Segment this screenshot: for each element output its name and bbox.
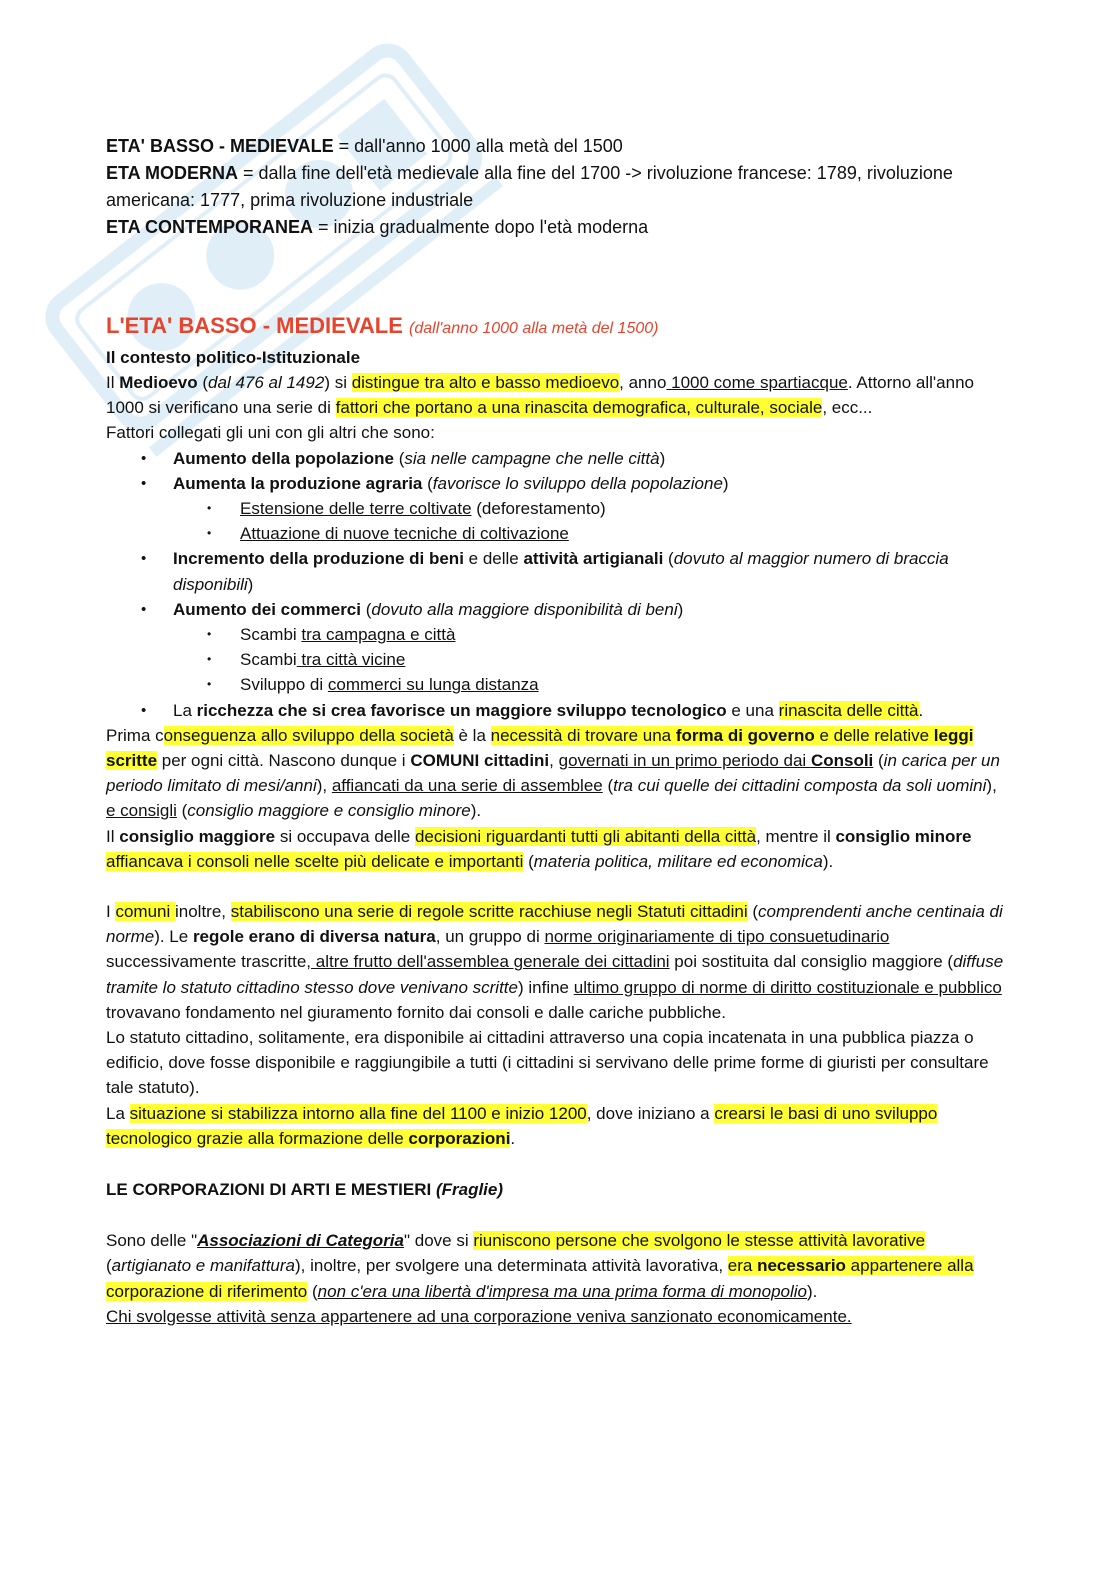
text-run: sia nelle campagne che nelle città <box>404 448 660 468</box>
text-run: trovavano fondamento nel giuramento fornito dai consoli e dalle cariche pubbliche. <box>106 1002 726 1022</box>
text-run: ( <box>747 902 759 922</box>
paragraph <box>106 824 1006 874</box>
text-run: ) <box>659 448 666 468</box>
text-run: decisioni riguardanti tutti gli abitanti della città <box>414 826 757 846</box>
paragraph: Chi svolgesse attività senza appartenere ad una corporazione veniva sanzionato economicamente. <box>106 1306 852 1326</box>
text-run: consiglio maggiore <box>119 826 276 846</box>
text-run: I <box>106 902 116 922</box>
text-run: diffuse tramite lo statuto cittadino stesso dove venivano scritte <box>106 952 1004 997</box>
text-run: " dove si <box>404 1231 474 1251</box>
text-run: ( <box>602 776 614 796</box>
text-run: non c'era una libertà d'impresa ma una prima forma di monopolio <box>317 1281 808 1301</box>
text-run: consiglio maggiore e consiglio minore <box>187 801 471 821</box>
text-run: , ecc... <box>822 398 873 418</box>
text-run: Associazioni di Categoria <box>197 1231 404 1251</box>
text-run: è la <box>453 725 491 745</box>
text-run: Prima c <box>106 725 164 745</box>
list-item <box>173 698 1006 723</box>
period-label: ETA MODERNA <box>106 163 238 183</box>
text-run: Aumento della popolazione <box>173 448 395 468</box>
text-run: ( <box>176 801 188 821</box>
text-run: Attuazione di nuove tecniche di coltivazione <box>240 524 569 544</box>
text-run: ( <box>106 1256 112 1276</box>
text-run: , anno <box>619 373 667 392</box>
text-run: . <box>918 700 924 720</box>
sub-list-item <box>240 622 1006 647</box>
text-run: Incremento della produzione di beni <box>173 549 464 569</box>
text-run: commerci su lunga distanza <box>327 675 539 695</box>
text-run: (deforestamento) <box>471 499 606 519</box>
text-run: era <box>727 1256 758 1276</box>
text-run: ), <box>316 776 332 796</box>
text-run: ). <box>807 1281 818 1301</box>
section-title-text: L'ETA' BASSO - MEDIEVALE <box>106 313 403 338</box>
corporazioni-heading <box>106 1177 1006 1202</box>
text-run: in carica per un periodo limitato di mesi/anni <box>106 751 1000 796</box>
sub-list-item <box>240 647 1006 672</box>
text-run: dal 476 al 1492 <box>208 373 325 392</box>
text-run: ( <box>663 549 674 569</box>
highlight: fattori che portano a una rinascita demografica, culturale, sociale <box>335 398 823 418</box>
text-run: (Fraglie) <box>435 1180 504 1200</box>
text-run: governati in un primo periodo dai <box>558 751 811 771</box>
text-run: ( <box>873 751 884 771</box>
text-run: ), inoltre, per svolgere una determinata attività lavorativa, <box>295 1256 728 1276</box>
text-run: dovuto alla maggiore disponibilità di beni <box>371 599 678 619</box>
text-run: consiglio minore <box>835 826 972 846</box>
period-label: ETA' BASSO - MEDIEVALE <box>106 136 334 156</box>
text-run: necessità di trovare una <box>490 725 676 745</box>
text-run: ( <box>394 448 405 468</box>
text-run: tra città vicine <box>296 650 406 670</box>
text-run: favorisce lo sviluppo della popolazione <box>432 473 723 493</box>
text-run: successivamente trascritte, <box>106 952 312 972</box>
text-run: La <box>173 700 197 720</box>
text-run: attività artigianali <box>523 549 664 569</box>
text-run: ( <box>361 599 372 619</box>
text-run: ultimo gruppo di norme di diritto costituzionale e pubblico <box>573 977 1002 997</box>
text-run: Medioevo <box>119 373 198 392</box>
text-run: e consigli <box>106 801 177 821</box>
sub-list-item <box>240 496 1006 521</box>
text-run: ) si <box>324 373 352 392</box>
text-run: , mentre il <box>756 826 836 846</box>
section-subtitle: Il contesto politico-Istituzionale <box>106 348 361 367</box>
text-run: per ogni città. Nascono dunque i <box>157 751 411 771</box>
sub-list-item <box>240 672 1006 697</box>
text-run: ( <box>197 373 209 392</box>
sub-list <box>173 496 1006 546</box>
text-run: ( <box>422 473 433 493</box>
text-run: tra cui quelle dei cittadini composta da soli uomini <box>613 776 987 796</box>
text-run: LE CORPORAZIONI DI ARTI E MESTIERI <box>106 1180 436 1200</box>
list-item <box>173 597 1006 698</box>
text-run: inoltre, <box>174 902 231 922</box>
text-run: , dove iniziano a <box>586 1103 715 1123</box>
text-run: Scambi <box>240 650 297 670</box>
bullet-list <box>106 446 1006 723</box>
document-content <box>106 133 1006 1329</box>
text-run: 1000 come spartiacque <box>666 373 848 392</box>
text-run: comprendenti anche centinaia di norme <box>106 902 1003 947</box>
text-run: situazione si stabilizza intorno alla fine del 1100 e inizio 1200 <box>129 1103 587 1123</box>
period-label: ETA CONTEMPORANEA <box>106 217 313 237</box>
text-run: . <box>510 1128 516 1148</box>
text-run: artigianato e manifattura <box>111 1256 296 1276</box>
text-run: poi sostituita dal consiglio maggiore ( <box>669 952 954 972</box>
text-run: corporazioni <box>408 1128 511 1148</box>
text-run: dovuto al maggior numero di braccia disponibili <box>173 549 949 594</box>
list-item <box>173 471 1006 547</box>
list-item <box>173 546 1006 596</box>
highlight: rinascita delle città <box>778 700 919 720</box>
text-run: leggi scritte <box>106 725 974 771</box>
text-run: Aumenta la produzione agraria <box>173 473 423 493</box>
text-run: e delle <box>463 549 524 569</box>
text-run: ). <box>822 851 834 871</box>
text-run: stabiliscono una serie di regole scritte racchiuse negli Statuti cittadini <box>230 902 748 922</box>
text-run: ). Le <box>154 927 193 947</box>
text-run: ) <box>247 574 254 594</box>
text-run: norme originariamente di tipo consuetudinario <box>544 927 890 947</box>
highlight <box>491 726 934 745</box>
intro-line <box>106 214 1006 241</box>
text-run: COMUNI cittadini <box>410 751 550 771</box>
text-run: regole erano di diversa natura <box>192 927 436 947</box>
text-run: ricchezza che si crea favorisce un maggiore sviluppo tecnologico <box>196 700 727 720</box>
text-run: comuni <box>115 902 175 922</box>
text-run: Sviluppo di <box>240 675 328 695</box>
text-run: tra campagna e città <box>301 625 456 645</box>
text-run: Il <box>106 373 120 392</box>
text-run: si occupava delle <box>275 826 415 846</box>
intro-line <box>106 160 1006 214</box>
text-run: necessario <box>757 1256 846 1276</box>
text-run: affiancati da una serie di assemblee <box>331 776 603 796</box>
text-run: ) <box>677 599 684 619</box>
text-run: onseguenza allo sviluppo della società <box>163 725 454 745</box>
text-run: Estensione delle terre coltivate <box>240 499 472 519</box>
text-run: Consoli <box>810 751 874 771</box>
section-title <box>106 310 1006 345</box>
sub-list <box>173 622 1006 698</box>
text-run: crearsi le basi di uno sviluppo tecnologico grazie alla formazione delle <box>106 1103 938 1148</box>
list-item <box>173 446 1006 471</box>
text-run: ), <box>986 776 997 796</box>
period-text: = dall'anno 1000 alla metà del 1500 <box>333 136 623 156</box>
text-run: . Attorno all'anno 1000 si verificano una serie di <box>106 373 974 418</box>
paragraph <box>106 1228 1006 1304</box>
text-run: ) <box>722 473 729 493</box>
text-run: ). <box>470 801 482 821</box>
text-run: affiancava i consoli nelle scelte più delicate e importanti <box>106 851 524 871</box>
text-run: altre frutto dell'assemblea generale dei cittadini <box>311 952 670 972</box>
period-text: = inizia gradualmente dopo l'età moderna <box>313 217 649 237</box>
paragraph <box>106 723 1006 824</box>
text-run: Aumento dei commerci <box>173 599 361 619</box>
text-run: Il <box>106 826 120 846</box>
paragraph <box>106 899 1006 1025</box>
intro-line <box>106 133 1006 160</box>
text-run: ( <box>523 851 534 871</box>
text-run: ( <box>307 1281 318 1301</box>
text-run: materia politica, militare ed economica <box>533 851 823 871</box>
text-run: Sono delle " <box>106 1231 198 1251</box>
sub-list-item <box>240 521 1006 546</box>
text-run: e delle relative <box>814 725 934 745</box>
text-run: Scambi <box>240 625 302 645</box>
highlight: distingue tra alto e basso medioevo <box>351 373 620 392</box>
paragraph <box>106 370 1006 420</box>
paragraph: Lo statuto cittadino, solitamente, era disponibile ai cittadini attraverso una copia incatenata in una pubblica piazza o edificio, dove fosse disponibile e raggiungibile a tutti (i cittadini si servivano delle prime forme di giuristi per consultare tale statuto). <box>106 1028 989 1098</box>
intro-block <box>106 133 1006 241</box>
period-text: = dalla fine dell'età medievale alla fine del 1700 -> rivoluzione francese: 1789, rivoluzione americana: 1777, prima rivoluzione industriale <box>106 163 953 210</box>
text-run: e una <box>726 700 779 720</box>
text-run: forma di governo <box>675 725 815 745</box>
text-run: appartenere alla corporazione di riferimento <box>106 1256 974 1301</box>
paragraph: Fattori collegati gli uni con gli altri che sono: <box>106 423 435 443</box>
text-run: riuniscono persone che svolgono le stesse attività lavorative <box>473 1231 926 1251</box>
section-title-sub: (dall'anno 1000 alla metà del 1500) <box>409 320 659 337</box>
text-run: ) infine <box>517 977 574 997</box>
text-run: , <box>549 751 559 771</box>
text-run: , un gruppo di <box>435 927 545 947</box>
paragraph <box>106 1101 1006 1151</box>
text-run: La <box>106 1103 130 1123</box>
